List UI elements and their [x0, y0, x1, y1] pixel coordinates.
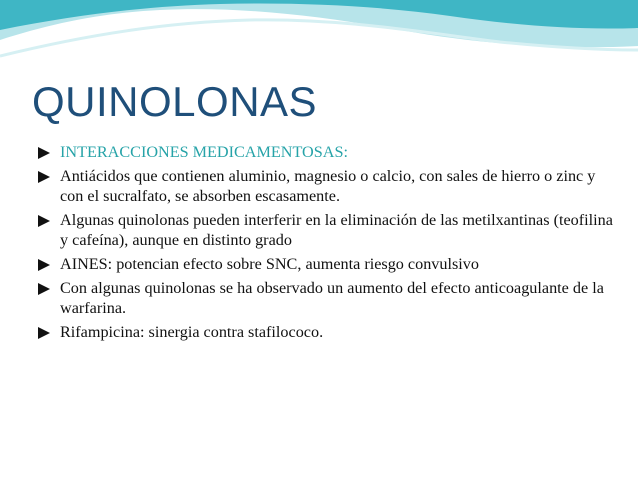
bullet-arrow-icon [38, 215, 50, 227]
bullet-text: Algunas quinolonas pueden interferir en la eliminación de las metilxantinas (teofilina y cafeína), aunque en distinto grado [60, 211, 613, 249]
bullet-text: Antiácidos que contienen aluminio, magnesio o calcio, con sales de hierro o zinc y con el sucralfato, se absorben escasamente. [60, 167, 596, 205]
bullet-text: INTERACCIONES MEDICAMENTOSAS: [60, 143, 348, 161]
bullet-list [38, 142, 618, 346]
bullet-item [38, 166, 618, 206]
bullet-text: Con algunas quinolonas se ha observado un aumento del efecto anticoagulante de la warfarina. [60, 279, 604, 317]
bullet-item [38, 322, 618, 342]
bullet-item [38, 278, 618, 318]
bullet-text: AINES: potencian efecto sobre SNC, aumenta riesgo convulsivo [60, 255, 479, 273]
slide-title: QUINOLONAS [32, 78, 318, 125]
bullet-arrow-icon [38, 147, 50, 159]
bullet-arrow-icon [38, 283, 50, 295]
bullet-item-heading [38, 142, 618, 162]
decorative-wave-header [0, 0, 638, 80]
bullet-item [38, 254, 618, 274]
bullet-text: Rifampicina: sinergia contra stafilococo. [60, 323, 324, 341]
bullet-arrow-icon [38, 327, 50, 339]
bullet-arrow-icon [38, 259, 50, 271]
bullet-arrow-icon [38, 171, 50, 183]
bullet-item [38, 210, 618, 250]
